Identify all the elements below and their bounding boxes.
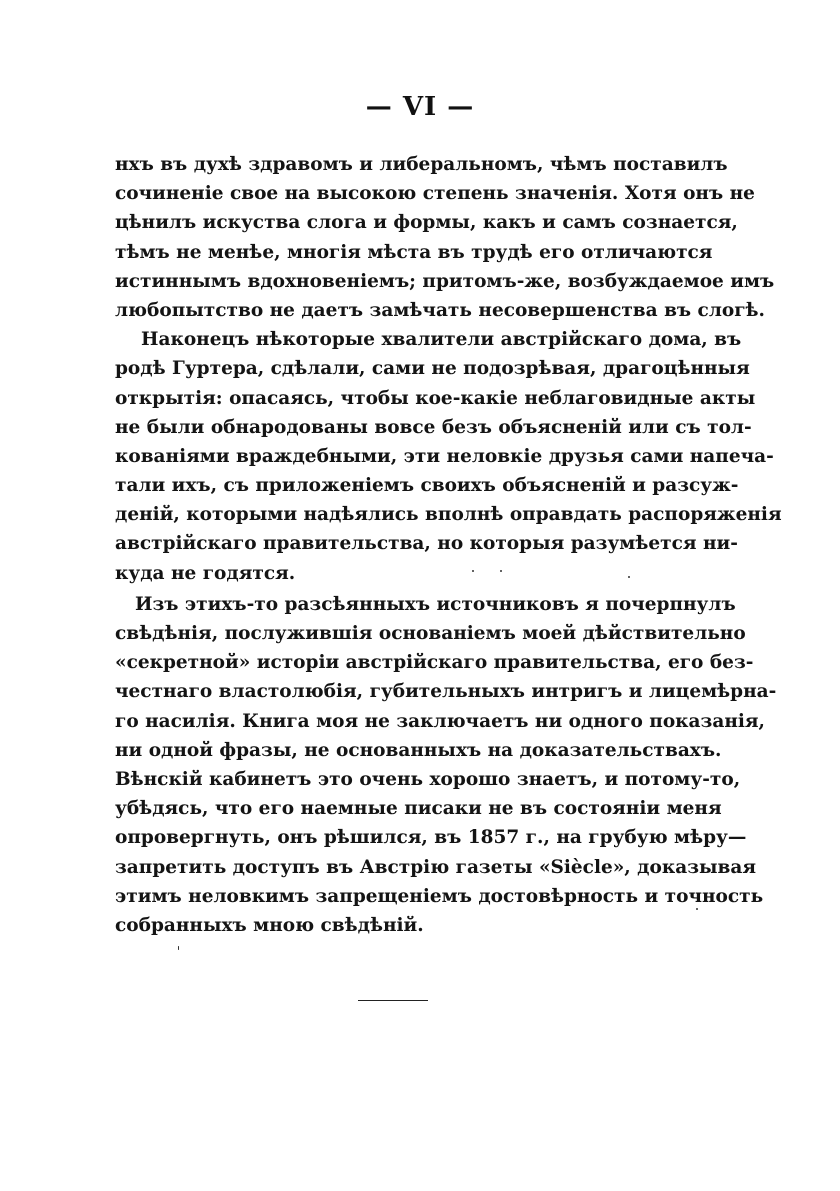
paragraph [115, 150, 775, 325]
text-line: Вѣнскій кабинетъ это очень хорошо знаетъ, и потому-то, [115, 768, 741, 790]
text-line: цѣнилъ искуства слога и формы, какъ и самъ сознается, [115, 212, 738, 234]
print-speck [696, 908, 698, 910]
text-line: тали ихъ, съ приложеніемъ своихъ объясненій и разсуж- [115, 475, 739, 497]
text-line: истиннымъ вдохновеніемъ; притомъ-же, возбуждаемое имъ [115, 270, 775, 292]
text-line: куда не годятся. [115, 562, 296, 584]
page-number: — VI — [365, 92, 475, 122]
text-line: нхъ въ духѣ здравомъ и либеральномъ, чѣмъ поставилъ [115, 154, 728, 175]
text-line: го насилія. Книга моя не заключаетъ ни одного показанія, [115, 710, 766, 732]
text-line: тѣмъ не менѣе, многія мѣста въ трудѣ его отличаются [115, 241, 713, 263]
paragraph [115, 325, 782, 588]
text-line: Наконецъ нѣкоторые хвалители австрійскаго дома, въ [141, 329, 742, 351]
text-line: открытія: опасаясь, чтобы кое-какіе неблаговидные акты [115, 387, 756, 409]
text-line: Изъ этихъ-то разсѣянныхъ источниковъ я почерпнулъ [135, 593, 736, 615]
body-text [115, 150, 782, 940]
text-line: честнаго властолюбія, губительныхъ интригъ и лицемѣрна- [115, 681, 777, 703]
text-line: не были обнародованы вовсе безъ объясненій или съ тол- [115, 416, 752, 438]
end-rule-divider [358, 1000, 428, 1001]
text-line: любопытство не даетъ замѣчать несовершенства въ слогѣ. [115, 299, 765, 321]
text-line: деній, которыми надѣялись вполнѣ оправдать распоряженія [115, 504, 782, 526]
text-line: собранныхъ мною свѣдѣній. [115, 914, 424, 936]
text-line: кованіями враждебными, эти неловкіе друзья сами напеча- [115, 445, 774, 467]
text-line: опровергнуть, онъ рѣшился, въ 1857 г., на грубую мѣру— [115, 827, 747, 849]
text-line: этимъ неловкимъ запрещеніемъ достовѣрность и точность [115, 885, 764, 907]
text-line: запретить доступъ въ Австрію газеты «Siècle», доказывая [115, 856, 757, 878]
print-speck [178, 946, 179, 950]
text-line: «секретной» исторіи австрійскаго правительства, его без- [115, 652, 754, 674]
paragraph [115, 590, 777, 940]
text-line: родѣ Гуртера, сдѣлали, сами не подозрѣвая, драгоцѣнныя [115, 358, 750, 380]
text-line: свѣдѣнія, послужившія основаніемъ моей дѣйствительно [115, 623, 746, 644]
print-speck [628, 576, 630, 578]
print-speck [472, 570, 474, 572]
text-line: австрійскаго правительства, но которыя разумѣется ни- [115, 533, 738, 555]
text-line: убѣдясь, что его наемные писаки не въ состояніи меня [115, 798, 722, 820]
text-line: сочиненіе свое на высокою степень значенія. Хотя онъ не [115, 183, 755, 205]
print-speck [500, 570, 502, 572]
text-line: ни одной фразы, не основанныхъ на доказательствахъ. [115, 739, 722, 761]
